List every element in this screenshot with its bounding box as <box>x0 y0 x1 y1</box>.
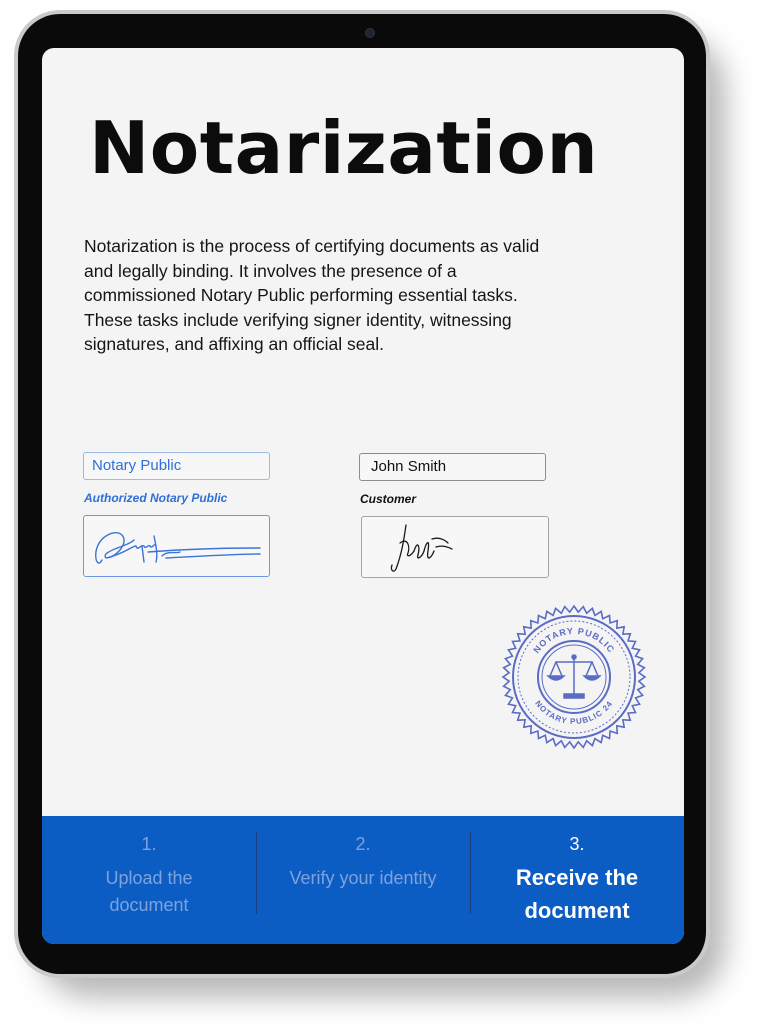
tablet-bezel <box>18 14 706 974</box>
notary-seal <box>501 604 647 750</box>
page-description: Notarization is the process of certifying documents as valid and legally binding. It involves the presence of a commissioned Notary Public performing essential tasks. These tasks include verifying signer identity, witnessing signatures, and affixing an official seal. <box>84 236 540 355</box>
step-upload[interactable] <box>42 816 256 944</box>
notary-signature-icon <box>84 516 271 578</box>
step-number: 1. <box>141 834 157 854</box>
tablet-device <box>14 10 710 978</box>
step-verify[interactable] <box>256 816 470 944</box>
customer-signature-icon <box>362 517 550 579</box>
step-number: 2. <box>355 834 371 854</box>
customer-caption: Customer <box>360 492 417 506</box>
customer-signature-box[interactable] <box>361 516 549 578</box>
notary-name-field[interactable]: Notary Public <box>83 452 270 480</box>
step-label: Verify your identity <box>289 868 437 888</box>
notary-seal-icon <box>501 604 647 750</box>
customer-name-field[interactable]: John Smith <box>359 453 546 481</box>
step-label: Upload the document <box>105 868 193 915</box>
page-title: Notarization <box>89 106 599 190</box>
camera-icon <box>365 28 375 38</box>
step-number: 3. <box>569 834 585 854</box>
step-receive[interactable] <box>470 816 684 944</box>
notary-signature-box[interactable] <box>83 515 270 577</box>
tablet-screen <box>42 48 684 944</box>
seal-bottom-text: NOTARY PUBLIC 24 <box>533 698 615 727</box>
seal-top-text: NOTARY PUBLIC <box>531 625 617 655</box>
notary-caption: Authorized Notary Public <box>84 491 228 505</box>
step-label: Receive the document <box>515 865 639 923</box>
steps-bar <box>42 816 684 944</box>
